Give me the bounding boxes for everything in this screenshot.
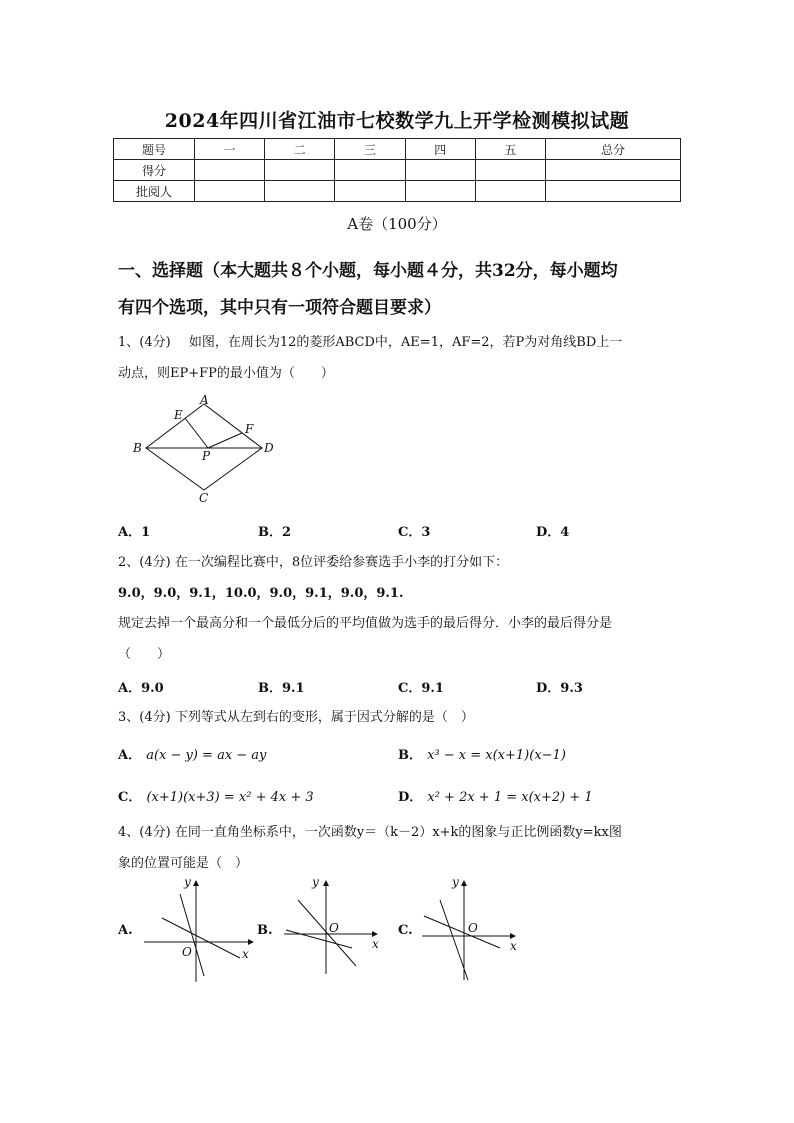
score-table-cell: 题号 bbox=[114, 139, 195, 160]
label-b: B bbox=[133, 441, 142, 455]
q2-line1 bbox=[118, 553, 688, 573]
y-label: y bbox=[312, 875, 319, 889]
q3-option-a-label: A． bbox=[118, 748, 142, 763]
q3-option-a[interactable] bbox=[118, 744, 266, 763]
score-cell bbox=[475, 160, 545, 181]
x-label: x bbox=[242, 947, 249, 961]
segment-ep bbox=[185, 418, 208, 448]
score-table-header-row bbox=[114, 139, 681, 160]
segment-fp bbox=[208, 433, 242, 448]
y-label: y bbox=[184, 875, 191, 889]
part1-heading-line2: 有四个选项，其中只有一项符合题目要求） bbox=[118, 298, 441, 318]
q3-option-b[interactable] bbox=[398, 744, 566, 763]
score-cell bbox=[195, 181, 265, 202]
rhombus-figure bbox=[128, 392, 278, 504]
q1-text-2: 动点，则EP+FP的最小值为（ ） bbox=[118, 366, 334, 381]
q4-text-2: 象的位置可能是（ ） bbox=[118, 856, 249, 871]
line-1 bbox=[298, 900, 356, 966]
section-a-title: A卷（100分） bbox=[347, 215, 447, 233]
score-table-row-label: 得分 bbox=[114, 160, 195, 181]
q1-text-1: 如图，在周长为12的菱形ABCD中，AE=1，AF=2，若P为对角线BD上一 bbox=[188, 335, 623, 350]
score-table bbox=[113, 138, 681, 202]
y-axis-arrow bbox=[323, 880, 329, 886]
q2-option-d[interactable]: D．9.3 bbox=[536, 681, 583, 696]
q2-option-b[interactable]: B．9.1 bbox=[258, 681, 305, 696]
q3-option-c-expr: (x+1)(x+3) = x² + 4x + 3 bbox=[146, 790, 314, 805]
q2-prefix: 2、(4分) bbox=[118, 555, 171, 570]
line-1 bbox=[180, 894, 204, 976]
q4-graph-a bbox=[140, 874, 260, 986]
origin-label: O bbox=[182, 945, 192, 959]
q4-option-b[interactable]: B. bbox=[257, 923, 273, 938]
q2-text-2: 规定去掉一个最高分和一个最低分后的平均值做为选手的最后得分．小李的最后得分是 bbox=[118, 616, 613, 631]
score-table-cell: 四 bbox=[405, 139, 475, 160]
q3-prefix: 3、(4分) bbox=[118, 710, 171, 725]
q4-line1 bbox=[118, 823, 688, 843]
label-p: P bbox=[202, 449, 211, 463]
score-cell bbox=[546, 181, 681, 202]
label-a: A bbox=[200, 393, 209, 407]
score-cell bbox=[335, 160, 405, 181]
q3-option-d-expr: x² + 2x + 1 = x(x+2) + 1 bbox=[427, 790, 593, 805]
q3-option-b-label: B． bbox=[398, 748, 422, 763]
label-d: D bbox=[264, 441, 274, 455]
score-table-row-label: 批阅人 bbox=[114, 181, 195, 202]
q2-option-c[interactable]: C．9.1 bbox=[398, 681, 444, 696]
q3-option-b-expr: x³ − x = x(x+1)(x−1) bbox=[427, 748, 566, 763]
score-table-cell: 三 bbox=[335, 139, 405, 160]
q4-text-1: 在同一直角坐标系中，一次函数y＝（k－2）x+k的图象与正比例函数y=kx图 bbox=[174, 825, 622, 840]
score-table-cell: 总分 bbox=[546, 139, 681, 160]
q1-option-a[interactable]: A．1 bbox=[118, 525, 151, 540]
y-axis-arrow bbox=[193, 880, 199, 886]
label-c: C bbox=[199, 491, 209, 504]
score-table-row bbox=[114, 160, 681, 181]
x-label: x bbox=[510, 939, 517, 953]
q2-text-3: （ ） bbox=[118, 647, 171, 662]
line-2 bbox=[424, 916, 500, 948]
q3-line1 bbox=[118, 708, 688, 728]
q3-option-a-expr: a(x − y) = ax − ay bbox=[146, 748, 267, 763]
score-cell bbox=[195, 160, 265, 181]
score-cell bbox=[335, 181, 405, 202]
x-label: x bbox=[372, 937, 379, 951]
label-e: E bbox=[174, 408, 183, 422]
q4-graph-c bbox=[418, 874, 528, 986]
q3-option-d-label: D． bbox=[398, 790, 423, 805]
q2-text-1: 在一次编程比赛中，8位评委给参赛选手小李的打分如下： bbox=[174, 555, 509, 570]
q1-prefix: 1、(4分) bbox=[118, 335, 171, 350]
page-title: 2024年四川省江油市七校数学九上开学检测模拟试题 bbox=[164, 110, 630, 132]
q4-option-c[interactable]: C. bbox=[398, 923, 413, 938]
q1-line1 bbox=[118, 333, 688, 353]
q1-option-b[interactable]: B．2 bbox=[258, 525, 292, 540]
q3-option-c[interactable] bbox=[118, 786, 314, 805]
score-table-cell: 一 bbox=[195, 139, 265, 160]
q3-option-c-label: C． bbox=[118, 790, 142, 805]
score-cell bbox=[475, 181, 545, 202]
q4-graph-b bbox=[280, 874, 390, 986]
label-f: F bbox=[245, 422, 254, 436]
rhombus-outline bbox=[146, 404, 262, 490]
score-table-row bbox=[114, 181, 681, 202]
q3-text: 下列等式从左到右的变形，属于因式分解的是（ ） bbox=[174, 710, 474, 725]
q3-option-d[interactable] bbox=[398, 786, 593, 805]
y-axis-arrow bbox=[461, 880, 467, 886]
score-cell bbox=[265, 160, 335, 181]
score-cell bbox=[405, 181, 475, 202]
q1-option-d[interactable]: D．4 bbox=[536, 525, 570, 540]
score-cell bbox=[546, 160, 681, 181]
score-table-cell: 二 bbox=[265, 139, 335, 160]
line-2 bbox=[286, 930, 352, 948]
origin-label: O bbox=[329, 921, 339, 935]
q1-option-c[interactable]: C．3 bbox=[398, 525, 431, 540]
score-table-cell: 五 bbox=[475, 139, 545, 160]
part1-heading-line1: 一、选择题（本大题共８个小题，每小题４分，共32分，每小题均 bbox=[118, 261, 618, 281]
score-cell bbox=[265, 181, 335, 202]
q4-prefix: 4、(4分) bbox=[118, 825, 171, 840]
q2-option-a[interactable]: A．9.0 bbox=[118, 681, 164, 696]
q2-scores: 9.0，9.0，9.1，10.0，9.0，9.1，9.0，9.1. bbox=[118, 586, 404, 601]
y-label: y bbox=[452, 875, 459, 889]
score-cell bbox=[405, 160, 475, 181]
q4-option-a[interactable]: A. bbox=[118, 923, 133, 938]
line-2 bbox=[162, 918, 240, 958]
x-axis-arrow bbox=[248, 939, 254, 945]
origin-label: O bbox=[468, 921, 478, 935]
